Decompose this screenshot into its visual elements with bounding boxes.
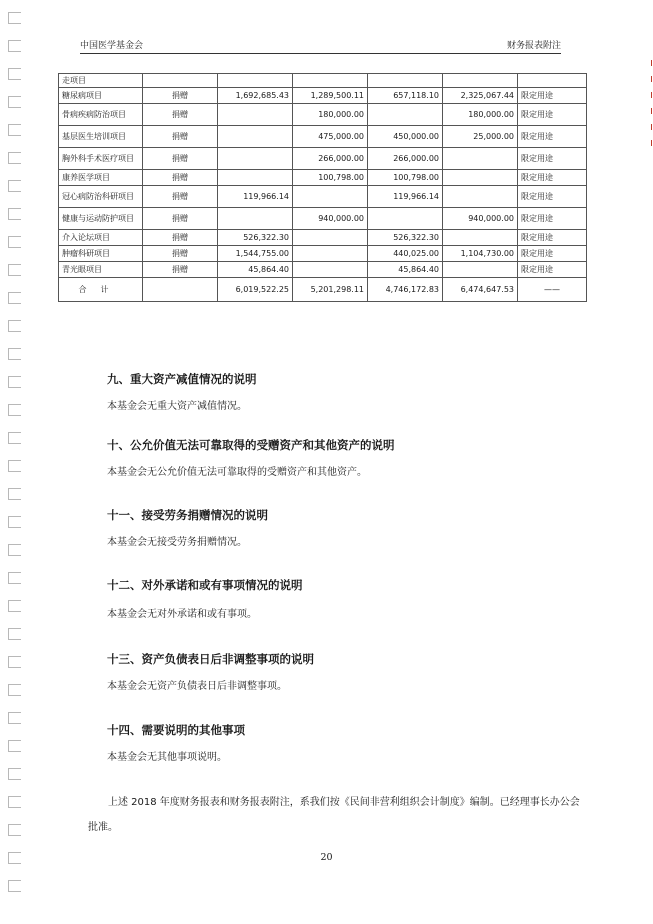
amount-cell: 440,025.00 [368, 246, 443, 262]
section-body: 本基金会无接受劳务捐赠情况。 [107, 537, 247, 548]
restriction-cell: 限定用途 [518, 88, 587, 104]
table-row [59, 262, 587, 278]
donation-type-cell: 捐赠 [143, 104, 218, 126]
amount-cell: 1,104,730.00 [443, 246, 518, 262]
amount-cell: 1,544,755.00 [218, 246, 293, 262]
total-amount-cell: 4,746,172.83 [368, 278, 443, 302]
amount-cell: 657,118.10 [368, 88, 443, 104]
total-restriction-cell: —— [518, 278, 587, 302]
section-body: 本基金会无公允价值无法可靠取得的受赠资产和其他资产。 [107, 467, 367, 478]
header-org: 中国医学基金会 [80, 41, 144, 51]
amount-cell: 1,289,500.11 [293, 88, 368, 104]
project-name-cell: 康养医学项目 [59, 170, 143, 186]
restriction-cell: 限定用途 [518, 246, 587, 262]
closing-paragraph [88, 790, 588, 840]
table-row [59, 170, 587, 186]
amount-cell [293, 186, 368, 208]
table-row [59, 186, 587, 208]
project-name-cell: 基层医生培训项目 [59, 126, 143, 148]
header-rule [80, 53, 561, 54]
table-row [59, 88, 587, 104]
donation-type-cell: 捐赠 [143, 208, 218, 230]
donation-type-cell: 捐赠 [143, 148, 218, 170]
project-name-cell: 糖尿病项目 [59, 88, 143, 104]
restriction-cell: 限定用途 [518, 126, 587, 148]
section-9 [107, 371, 257, 412]
restriction-cell: 限定用途 [518, 104, 587, 126]
empty-cell [143, 278, 218, 302]
donation-type-cell [143, 74, 218, 88]
amount-cell: 266,000.00 [293, 148, 368, 170]
amount-cell [218, 104, 293, 126]
total-label-cell: 合计 [59, 278, 143, 302]
amount-cell [218, 170, 293, 186]
restriction-cell: 限定用途 [518, 262, 587, 278]
amount-cell [293, 230, 368, 246]
table-row [59, 74, 587, 88]
amount-cell [443, 230, 518, 246]
total-row [59, 278, 587, 302]
section-11 [107, 507, 268, 548]
table-row [59, 126, 587, 148]
total-amount-cell: 6,474,647.53 [443, 278, 518, 302]
restriction-cell [518, 74, 587, 88]
restriction-cell: 限定用途 [518, 148, 587, 170]
project-name-cell: 青光眼项目 [59, 262, 143, 278]
amount-cell [443, 262, 518, 278]
page-number: 20 [320, 852, 333, 863]
amount-cell [368, 74, 443, 88]
amount-cell: 100,798.00 [293, 170, 368, 186]
donation-type-cell: 捐赠 [143, 230, 218, 246]
section-title: 十一、接受劳务捐赠情况的说明 [107, 508, 268, 522]
amount-cell [218, 148, 293, 170]
amount-cell [218, 126, 293, 148]
amount-cell: 526,322.30 [218, 230, 293, 246]
total-amount-cell: 5,201,298.11 [293, 278, 368, 302]
donation-type-cell: 捐赠 [143, 88, 218, 104]
amount-cell [218, 208, 293, 230]
amount-cell: 1,692,685.43 [218, 88, 293, 104]
section-title: 十三、资产负债表日后非调整事项的说明 [107, 652, 314, 666]
amount-cell: 475,000.00 [293, 126, 368, 148]
amount-cell [218, 74, 293, 88]
amount-cell [293, 74, 368, 88]
amount-cell: 940,000.00 [443, 208, 518, 230]
page-header [80, 38, 561, 52]
amount-cell: 180,000.00 [293, 104, 368, 126]
section-body: 本基金会无资产负债表日后非调整事项。 [107, 681, 287, 692]
total-amount-cell: 6,019,522.25 [218, 278, 293, 302]
amount-cell: 266,000.00 [368, 148, 443, 170]
restriction-cell: 限定用途 [518, 208, 587, 230]
table-row [59, 148, 587, 170]
project-name-cell: 肿瘤科研项目 [59, 246, 143, 262]
amount-cell: 450,000.00 [368, 126, 443, 148]
amount-cell: 119,966.14 [368, 186, 443, 208]
section-body: 本基金会无对外承诺和或有事项。 [107, 609, 257, 620]
binder-holes [8, 0, 22, 924]
amount-cell [443, 170, 518, 186]
section-body: 本基金会无重大资产减值情况。 [107, 401, 247, 412]
project-name-cell: 健康与运动防护项目 [59, 208, 143, 230]
donation-type-cell: 捐赠 [143, 170, 218, 186]
section-title: 十、公允价值无法可靠取得的受赠资产和其他资产的说明 [107, 438, 395, 452]
section-title: 十二、对外承诺和或有事项情况的说明 [107, 578, 303, 592]
amount-cell: 100,798.00 [368, 170, 443, 186]
donation-type-cell: 捐赠 [143, 246, 218, 262]
table-row [59, 208, 587, 230]
amount-cell: 45,864.40 [218, 262, 293, 278]
section-body: 本基金会无其他事项说明。 [107, 752, 227, 763]
amount-cell: 940,000.00 [293, 208, 368, 230]
donation-type-cell: 捐赠 [143, 186, 218, 208]
project-name-cell: 胸外科手术医疗项目 [59, 148, 143, 170]
project-name-cell: 骨病疾病防治项目 [59, 104, 143, 126]
restriction-cell: 限定用途 [518, 170, 587, 186]
section-14 [107, 722, 245, 763]
section-title: 九、重大资产减值情况的说明 [107, 372, 257, 386]
section-10 [107, 437, 395, 478]
project-name-cell: 冠心病防治科研项目 [59, 186, 143, 208]
section-title: 十四、需要说明的其他事项 [107, 723, 245, 737]
table-body [59, 74, 587, 302]
project-name-cell: 介入论坛项目 [59, 230, 143, 246]
amount-cell: 45,864.40 [368, 262, 443, 278]
amount-cell [443, 74, 518, 88]
header-doc: 财务报表附注 [506, 41, 561, 51]
amount-cell: 180,000.00 [443, 104, 518, 126]
amount-cell: 2,325,067.44 [443, 88, 518, 104]
restriction-cell: 限定用途 [518, 230, 587, 246]
table-row [59, 230, 587, 246]
amount-cell [368, 104, 443, 126]
amount-cell [368, 208, 443, 230]
amount-cell [443, 186, 518, 208]
restriction-cell: 限定用途 [518, 186, 587, 208]
amount-cell [443, 148, 518, 170]
section-13 [107, 651, 314, 692]
project-name-cell: 走项目 [59, 74, 143, 88]
donation-table [58, 73, 587, 302]
donation-type-cell: 捐赠 [143, 262, 218, 278]
amount-cell: 25,000.00 [443, 126, 518, 148]
table-row [59, 104, 587, 126]
amount-cell [293, 262, 368, 278]
amount-cell: 119,966.14 [218, 186, 293, 208]
closing-text: 上述 2018 年度财务报表和财务报表附注，系我们按《民间非营利组织会计制度》编制。已经理事长办公会批准。 [88, 797, 580, 833]
section-12 [107, 577, 303, 620]
amount-cell: 526,322.30 [368, 230, 443, 246]
table-row [59, 246, 587, 262]
amount-cell [293, 246, 368, 262]
donation-type-cell: 捐赠 [143, 126, 218, 148]
